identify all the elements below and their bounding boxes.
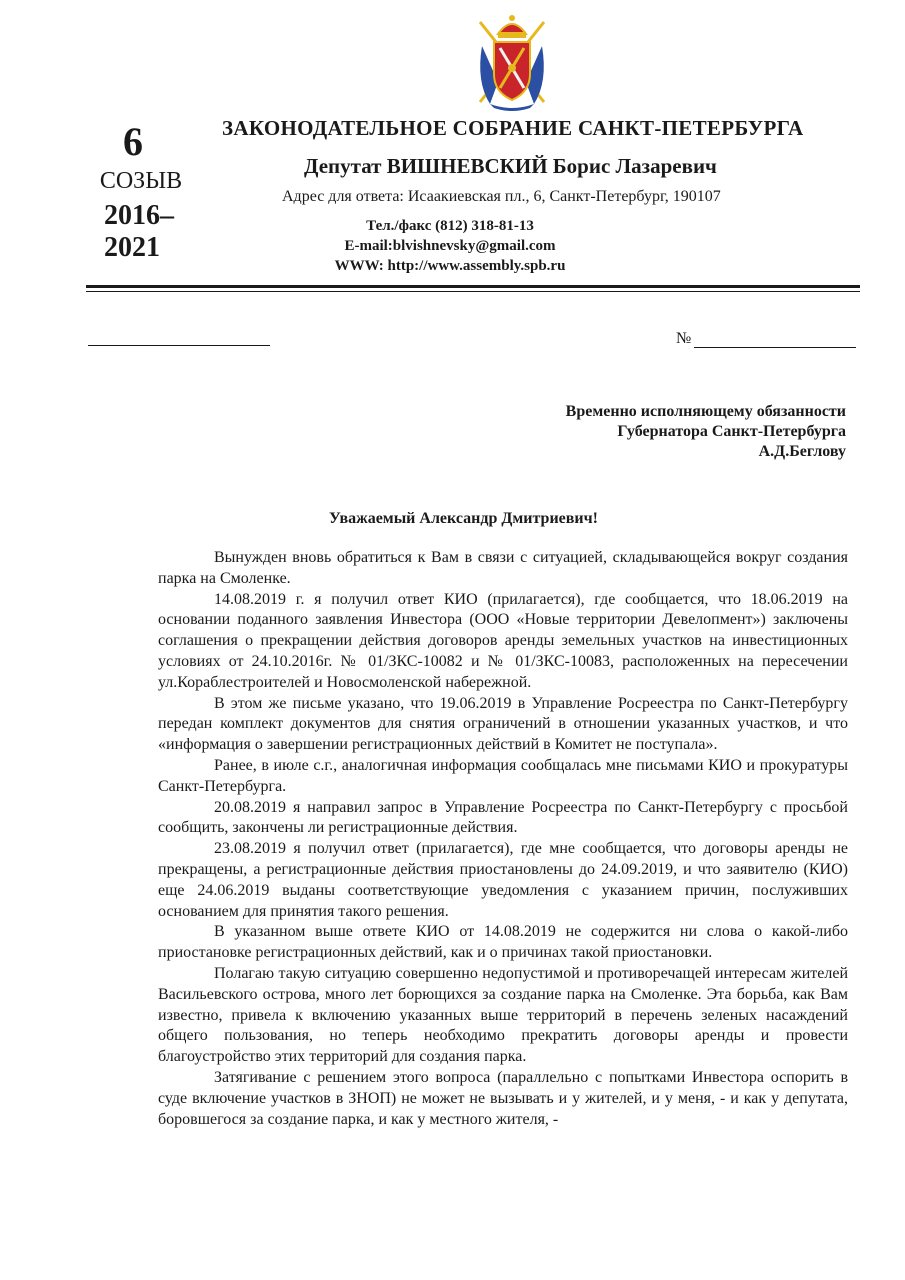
salutation: Уважаемый Александр Дмитриевич! bbox=[329, 510, 598, 527]
convocation-number: 6 bbox=[123, 119, 143, 164]
body-paragraph: 20.08.2019 я направил запрос в Управление Росреестра по Санкт-Петербургу с просьбой сообщить, закончены ли регистрационные действия. bbox=[158, 798, 848, 837]
letter-body bbox=[158, 548, 848, 1130]
header-divider-thin bbox=[86, 291, 860, 292]
registration-number-label: № bbox=[676, 330, 692, 347]
body-paragraph: В указанном выше ответе КИО от 14.08.2019 не содержится ни слова о какой-либо приостановке регистрационных действий, как и о причинах такой приостановки. bbox=[158, 923, 848, 962]
addressee-line-2: Губернатора Санкт-Петербурга bbox=[617, 423, 846, 440]
registration-number-blank-line bbox=[694, 347, 856, 348]
addressee-line-1: Временно исполняющему обязанности bbox=[565, 403, 846, 420]
convocation-years-end: 2021 bbox=[104, 232, 160, 263]
header-divider-thick bbox=[86, 285, 860, 288]
website-contact: WWW: http://www.assembly.spb.ru bbox=[334, 258, 566, 274]
body-paragraph: 23.08.2019 я получил ответ (прилагается), где мне сообщается, что договоры аренды не прекращены, а регистрационные действия приостановлены до 24.09.2019, и что заявителю (КИО) еще 24.06.2019 выданы соответствующие уведомления с указанием причин, послуживших основанием для принятия такого решения. bbox=[158, 840, 848, 920]
addressee-line-3: А.Д.Беглову bbox=[758, 443, 846, 460]
body-paragraph: 14.08.2019 г. я получил ответ КИО (прилагается), где сообщается, что 18.06.2019 на основании поданного заявления Инвестора (ООО «Новые территории Девелопмент») заключены соглашения о прекращении действия договоров аренды земельных участков на инвестиционных условиях от 24.10.2016г. № 01/ЗКС-10082 и № 01/ЗКС-10083, расположенных на пересечении ул.Кораблестроителей и Новосмоленской набережной. bbox=[158, 590, 848, 691]
body-paragraph: Вынужден вновь обратиться к Вам в связи с ситуацией, складывающейся вокруг создания парка на Смоленке. bbox=[158, 549, 848, 587]
phone-fax: Тел./факс (812) 318-81-13 bbox=[366, 218, 534, 234]
email-contact: E-mail:blvishnevsky@gmail.com bbox=[344, 238, 556, 254]
body-paragraph: В этом же письме указано, что 19.06.2019 в Управление Росреестра по Санкт-Петербургу передан комплект документов для снятия ограничений в отношении указанных участков, и что «информация о завершении регистрационных действий в Комитет не поступала». bbox=[158, 694, 848, 754]
convocation-years-start: 2016– bbox=[104, 200, 174, 231]
deputy-name: Депутат ВИШНЕВСКИЙ Борис Лазаревич bbox=[304, 154, 717, 178]
coat-of-arms-emblem bbox=[468, 12, 556, 112]
body-paragraph: Полагаю такую ситуацию совершенно недопустимой и противоречащей интересам жителей Васильевского острова, много лет борющихся за создание парка на Смоленке. Эта борьба, как Вам известно, привела к включению указанных выше территорий в перечень зеленых насаждений общего пользования, но теперь необходимо прекратить договоры аренды и провести благоустройство этих территорий для создания парка. bbox=[158, 964, 848, 1066]
date-blank-line bbox=[88, 345, 270, 346]
body-paragraph: Затягивание с решением этого вопроса (параллельно с попытками Инвестора оспорить в суде включение участков в ЗНОП) не может не вызывать и у жителей, и у меня, - и как у депутата, боровшегося за создание парка, и как у местного жителя, - bbox=[158, 1068, 848, 1128]
body-paragraph: Ранее, в июле с.г., аналогичная информация сообщалась мне письмами КИО и прокуратуры Санкт-Петербурга. bbox=[158, 756, 848, 795]
reply-address: Адрес для ответа: Исаакиевская пл., 6, Санкт-Петербург, 190107 bbox=[282, 188, 721, 205]
organization-title: ЗАКОНОДАТЕЛЬНОЕ СОБРАНИЕ САНКТ-ПЕТЕРБУРГА bbox=[222, 116, 804, 140]
addressee-block bbox=[460, 402, 846, 462]
convocation-label: СОЗЫВ bbox=[99, 168, 183, 194]
